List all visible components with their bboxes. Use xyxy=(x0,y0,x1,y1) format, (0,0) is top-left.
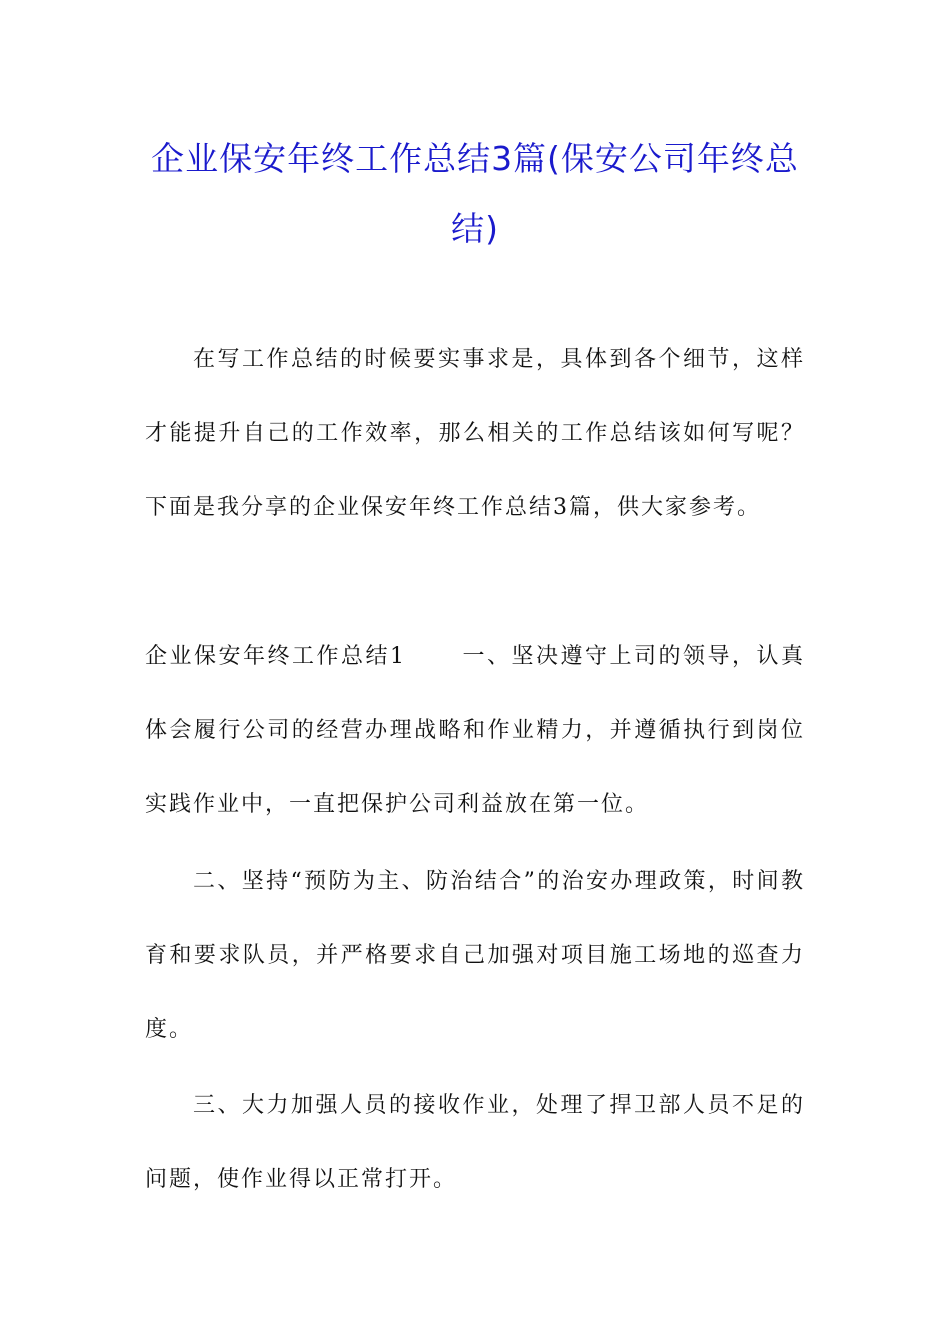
section-1-heading: 企业保安年终工作总结1 xyxy=(145,644,406,669)
section-1-point-1: 一、坚决遵守上司的领导，认真体会履行公司的经营办理战略和作业精力，并遵循执行到岗位实践作业中，一直把保护公司利益放在第一位。 xyxy=(145,644,805,817)
section-1-point-2: 二、坚持“预防为主、防治结合”的治安办理政策，时间教育和要求队员，并严格要求自己加强对项目施工场地的巡查力度。 xyxy=(145,869,805,1042)
section-1-paragraph xyxy=(145,620,805,842)
intro-paragraph: 在写工作总结的时候要实事求是，具体到各个细节，这样才能提升自己的工作效率，那么相关的工作总结该如何写呢？下面是我分享的企业保安年终工作总结3篇，供大家参考。 xyxy=(145,347,805,520)
document-title: 企业保安年终工作总结3篇(保安公司年终总结) xyxy=(151,139,799,248)
section-1-point-3: 三、大力加强人员的接收作业，处理了捍卫部人员不足的问题，使作业得以正常打开。 xyxy=(145,1093,805,1192)
